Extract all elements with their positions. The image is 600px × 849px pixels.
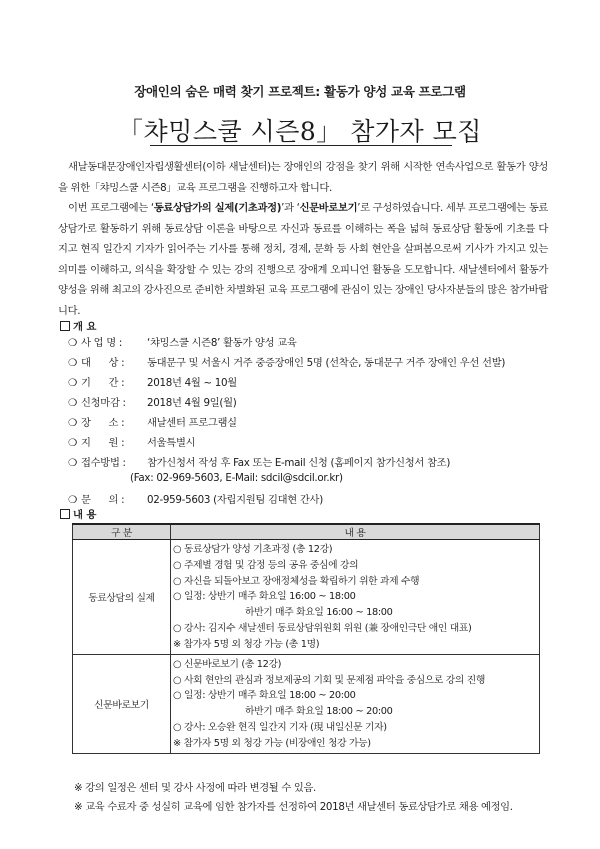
- overview-value: 동대문구 및 서울시 거주 중증장애인 5명 (선착순, 동대문구 거주 장애인 우선 선발): [147, 357, 506, 369]
- detail-line: ○ 자신을 되돌아보고 장애정체성을 확립하기 위한 과제 수행: [173, 575, 420, 587]
- table-row: [73, 654, 540, 753]
- intro-paragraph-1: [58, 157, 548, 198]
- content-heading-text: 내 용: [73, 509, 97, 521]
- detail-line: ○ 강사: 김지수 새날센터 동료상담위원회 위원 (兼 장애인극단 애인 대표): [173, 622, 472, 634]
- overview-item-application: [68, 454, 450, 469]
- detail-note-line: ※ 참가자 5명 외 청강 가능 (비장애인 청강 가능): [173, 737, 371, 749]
- overview-label: 접수방법 :: [81, 457, 126, 469]
- circle-bullet-icon: ❍: [68, 437, 77, 449]
- table-cell-category: 동료상담의 실제: [73, 540, 171, 655]
- intro-p2-part-c: ’과 ‘: [281, 202, 300, 214]
- overview-item-venue: [68, 414, 237, 429]
- detail-line: 하반기 매주 화요일 16:00 ~ 18:00: [245, 607, 393, 619]
- overview-item-inquiry: [68, 491, 323, 506]
- overview-item-target: [68, 354, 505, 369]
- circle-bullet-icon: ❍: [68, 397, 77, 409]
- overview-label: 지 원 :: [81, 437, 125, 449]
- overview-label: 신청마감 :: [81, 397, 126, 409]
- overview-value: 2018년 4월 9일(월): [147, 397, 237, 409]
- overview-item-support: [68, 434, 195, 449]
- detail-line: ○ 신문바로보기 (총 12강): [173, 658, 282, 670]
- content-heading: [60, 506, 96, 521]
- overview-label: 장 소 :: [81, 417, 125, 429]
- overview-value: 2018년 4월 ~ 10월: [147, 377, 237, 389]
- detail-line: ○ 강사: 오승완 현직 일간지 기자 (現 내일신문 기자): [173, 721, 387, 733]
- overview-item-business-name: [68, 334, 297, 349]
- overview-label: 기 간 :: [81, 377, 125, 389]
- overview-item-period: [68, 374, 237, 389]
- overview-heading-text: 개 요: [73, 321, 97, 333]
- overview-label: 대 상 :: [81, 357, 125, 369]
- circle-bullet-icon: ❍: [68, 357, 77, 369]
- intro-paragraph-2: [58, 198, 548, 321]
- circle-bullet-icon: ❍: [68, 457, 77, 469]
- intro-program-name-2: 신문바로보기: [299, 202, 358, 214]
- detail-line: ○ 일정: 상반기 매주 화요일 18:00 ~ 20:00: [173, 690, 356, 702]
- detail-line: ○ 동료상담가 양성 기초과정 (총 12강): [173, 544, 333, 555]
- circle-bullet-icon: ❍: [68, 337, 77, 349]
- overview-item-deadline: [68, 394, 236, 409]
- overview-value: 02-959-5603 (자립지원팀 김대현 간사): [147, 494, 323, 506]
- column-header-content: 내 용: [171, 524, 540, 540]
- checkbox-square-icon: [60, 321, 70, 331]
- overview-value: 새날센터 프로그램실: [147, 417, 237, 429]
- program-subtitle: 장애인의 숨은 매력 찾기 프로젝트: 활동가 양성 교육 프로그램: [134, 84, 466, 99]
- intro-program-name-1: 동료상담가의 실제(기초과정): [153, 202, 282, 214]
- detail-line: 하반기 매주 화요일 18:00 ~ 20:00: [245, 706, 393, 718]
- intro-p2-part-d: ’로 구성하였습니다. 세부 프로그램에는 동료상담가로 활동하기 위해 동료상담 이론을 바탕으로 자신과 동료를 이해하는 폭을 넓혀 동료상담 활동에 기초를 다지고 현직 일간지 기자가 읽어주는 기사를 통해 정치, 경제, 문화 등 사회 현안을 살펴봄으로써 기사가 가지고 있는 의미를 이해하고, 의식을 확장할 수 있는 강의 진행으로 장애계 오피니언 활동을 도모합니다. 새날센터에서 활동가 양성을 위해 최고의 강사진으로 준비한 차별화된 교육 프로그램에 관심이 있는 장애인 당사자분들의 많은 참가바랍니다.: [58, 202, 549, 317]
- overview-label: 사 업 명 :: [81, 337, 123, 349]
- circle-bullet-icon: ❍: [68, 377, 77, 389]
- title-underline: [150, 145, 452, 146]
- intro-paragraph-1-text: 새날동대문장애인자립생활센터(이하 새날센터)는 장애인의 강점을 찾기 위해 시작한 연속사업으로 활동가 양성을 위한「챠밍스쿨 시즌8」교육 프로그램을 진행하고자 합니다.: [58, 161, 548, 194]
- circle-bullet-icon: ❍: [68, 494, 77, 506]
- detail-line: ○ 일정: 상반기 매주 화요일 16:00 ~ 18:00: [173, 591, 356, 603]
- intro-p2-part-a: 이번 프로그램에는 ‘: [68, 202, 154, 214]
- circle-bullet-icon: ❍: [68, 417, 77, 429]
- overview-heading: [60, 318, 96, 333]
- overview-value: 서울특별시: [147, 437, 196, 449]
- footnote-schedule-change: ※ 강의 일정은 센터 및 강사 사정에 따라 변경될 수 있음.: [74, 782, 316, 794]
- table-row: [73, 540, 540, 655]
- detail-note-line: ※ 참가자 5명 외 청강 가능 (총 1명): [173, 638, 320, 650]
- checkbox-square-icon: [60, 509, 70, 519]
- table-header-row: [73, 524, 540, 540]
- overview-contact-line: (Fax: 02-969-5603, E-Mail: sdcil@sdcil.or.kr): [130, 472, 343, 484]
- overview-value: ‘챠밍스쿨 시즌8’ 활동가 양성 교육: [147, 337, 297, 349]
- detail-line: ○ 주제별 경험 및 감정 등의 공유 중심에 강의: [173, 559, 359, 571]
- overview-label: 문 의 :: [81, 494, 125, 506]
- detail-line: ○ 사회 현안의 관심과 정보제공의 기회 및 문제점 파악을 중심으로 강의 진행: [173, 674, 486, 686]
- footnote-hiring-plan: ※ 교육 수료자 중 성실히 교육에 임한 참가자를 선정하여 2018년 새날센터 동료상담가로 채용 예정임.: [74, 801, 513, 813]
- page-title: 「챠밍스쿨 시즌8」 참가자 모집: [118, 117, 482, 146]
- program-content-table: [72, 523, 540, 754]
- column-header-category: 구 분: [73, 524, 171, 540]
- table-cell-category: 신문바로보기: [73, 654, 171, 753]
- overview-value: 참가신청서 작성 후 Fax 또는 E-mail 신청 (홈페이지 참가신청서 참조): [147, 457, 451, 469]
- table-cell-details: [171, 540, 540, 655]
- table-cell-details: [171, 654, 540, 753]
